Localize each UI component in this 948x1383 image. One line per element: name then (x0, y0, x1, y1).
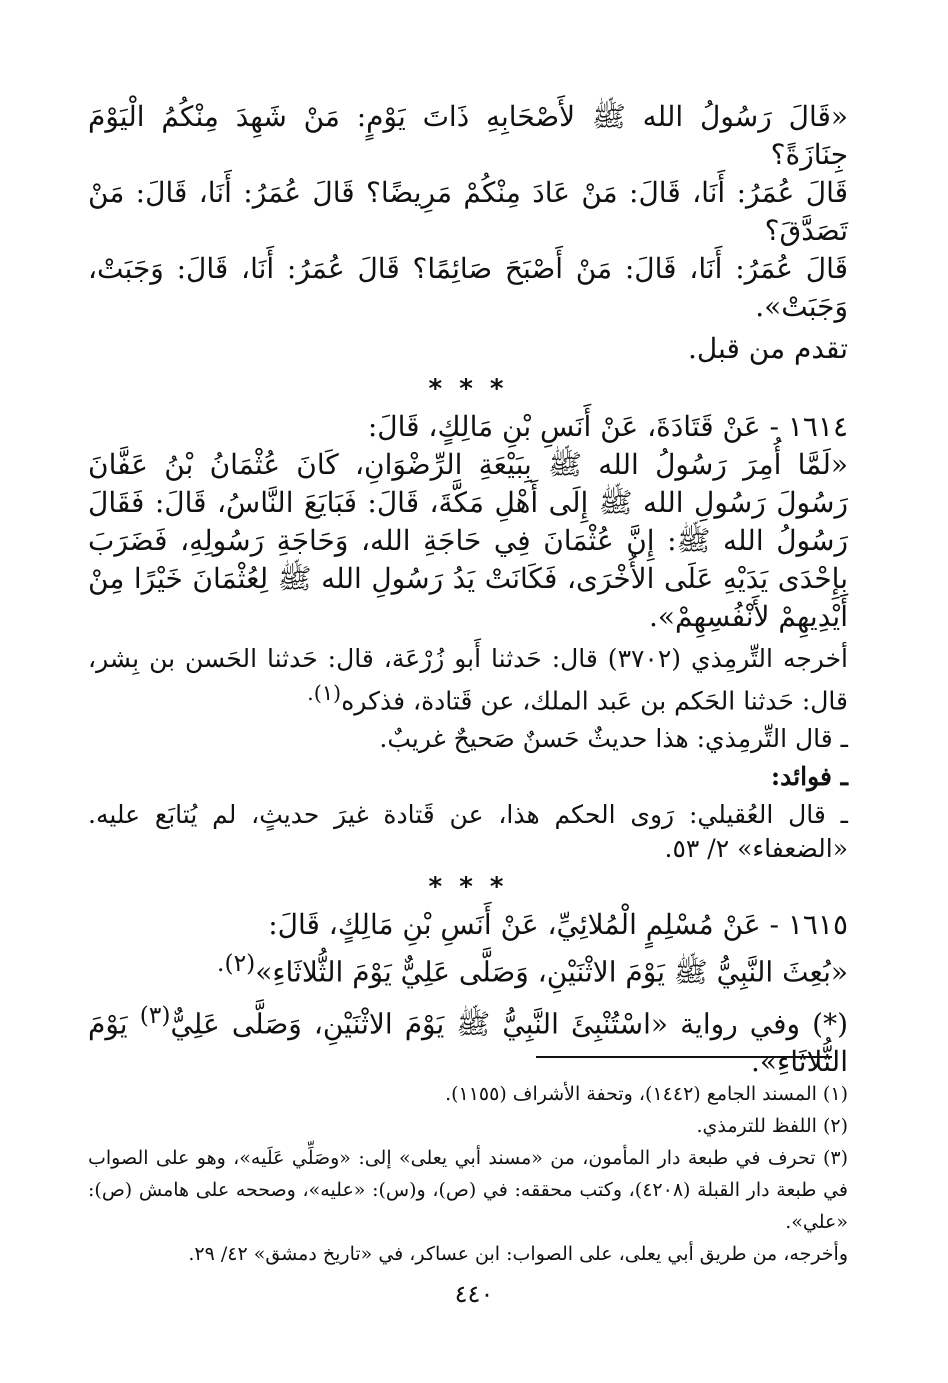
riwaya-prefix: (*) وفي رواية «اسْتُنْبِئَ النَّبِيُّ ﷺ يَوْمَ الاثْنَيْنِ، وَصَلَّى عَلِيٌّ (170, 1006, 848, 1040)
top-line-1: «قَالَ رَسُولُ الله ﷺ لأَصْحَابِهِ ذَاتَ يَوْمٍ: مَنْ شَهِدَ مِنْكُمُ الْيَوْمَ جِنَازَةً؟ (88, 100, 848, 171)
hadith-1614-heading: ١٦١٤ - عَنْ قَتَادَةَ، عَنْ أَنَسِ بْنِ مَالِكٍ، قَالَ: (367, 410, 848, 443)
fawaid-label: ـ فوائد: (770, 762, 848, 792)
footnote-1: (١) المسند الجامع (١٤٤٢)، وتحفة الأشراف (١١٥٥). (445, 1083, 848, 1105)
hadith-1614-takhrij (88, 642, 848, 718)
footnote-ref-2: (٢). (217, 949, 256, 978)
footnote-3: (٣) تحرف في طبعة دار المأمون، من «مسند أبي يعلى» إلى: «وصَلِّي عَلَيه»، وهو على الصواب في طبعة دار القبلة (٤٢٠٨)، وكتب محققه: في (ص)، و(س): «عليه»، وصححه على هامش (ص): «علي». (88, 1147, 848, 1233)
hadith-1615-matn: «بُعِثَ النَّبِيُّ ﷺ يَوْمَ الاثْنَيْنِ، وَصَلَّى عَلِيٌّ يَوْمَ الثُّلاثَاءِ» (255, 955, 848, 989)
footnote-ref-1: (١). (307, 681, 342, 705)
section-separator-1: * * * (428, 374, 508, 404)
hadith-1615-riwaya (88, 996, 848, 1081)
hadith-1614-text: «لَمَّا أُمِرَ رَسُولُ الله ﷺ بِبَيْعَةِ الرِّضْوَانِ، كَانَ عُثْمَانُ بْنُ عَفَّانَ رَسُولَ رَسُولِ الله ﷺ إِلَى أَهْلِ مَكَّةَ، قَالَ: فَبَايَعَ النَّاسُ، قَالَ: فَقَالَ رَسُولُ الله ﷺ: إِنَّ عُثْمَانَ فِي حَاجَةِ الله، وَحَاجَةِ رَسُولِهِ، فَضَرَبَ بِإِحْدَى يَدَيْهِ عَلَى الأُخْرَى، فَكَانَتْ يَدُ رَسُولِ الله ﷺ لِعُثْمَانَ خَيْرًا مِنْ أَيْدِيهِمْ لأَنْفُسِهِمْ». (88, 448, 848, 633)
tirmidhi-grading: ـ قال التِّرمِذي: هذا حديثٌ حَسنٌ صَحيحٌ غريبٌ. (379, 724, 848, 754)
uqayli-note: ـ قال العُقيلي: رَوى الحكم هذا، عن قَتادة غيرَ حديثٍ، لم يُتابَع عليه. «الضعفاء» ٢/ ٥٣. (88, 800, 848, 864)
top-line-3: قَالَ عُمَرُ: أَنَا، قَالَ: مَنْ أَصْبَحَ صَائِمًا؟ قَالَ عُمَرُ: أَنَا، قَالَ: وَجَبَتْ، وَجَبَتْ». (88, 252, 848, 323)
hadith-1615-text (88, 944, 848, 991)
earlier-note: تقدم من قبل. (687, 332, 848, 365)
riwaya-suffix: يَوْمَ الثُّلاثَاءِ». (88, 1006, 848, 1078)
top-line-2: قَالَ عُمَرُ: أَنَا، قَالَ: مَنْ عَادَ مِنْكُمْ مَرِيضًا؟ قَالَ عُمَرُ: أَنَا، قَالَ: مَنْ تَصَدَّقَ؟ (88, 176, 848, 247)
section-separator-2: * * * (428, 872, 508, 903)
page-number: ٤٤٠ (454, 1280, 494, 1308)
footnote-2: (٢) اللفظ للترمذي. (696, 1115, 848, 1137)
footnote-3-continued: وأخرجه، من طريق أبي يعلى، على الصواب: ابن عساكر، في «تاريخ دمشق» ٤٢/ ٢٩. (188, 1243, 848, 1265)
hadith-1615-heading: ١٦١٥ - عَنْ مُسْلِمٍ الْمُلائِيِّ، عَنْ أَنَسِ بْنِ مَالِكٍ، قَالَ: (268, 908, 848, 942)
footnote-divider (536, 1056, 832, 1058)
footnotes (88, 1078, 848, 1270)
footnote-ref-3: (٣) (139, 1000, 171, 1029)
takhrij-text: أخرجه التِّرمِذي (٣٧٠٢) قال: حَدثنا أَبو زُرْعَة، قال: حَدثنا الحَسن بن بِشر، قال: حَدثنا الحَكم بن عَبد الملك، عن قَتادة، فذكره (88, 644, 848, 716)
page-body (88, 98, 848, 1081)
